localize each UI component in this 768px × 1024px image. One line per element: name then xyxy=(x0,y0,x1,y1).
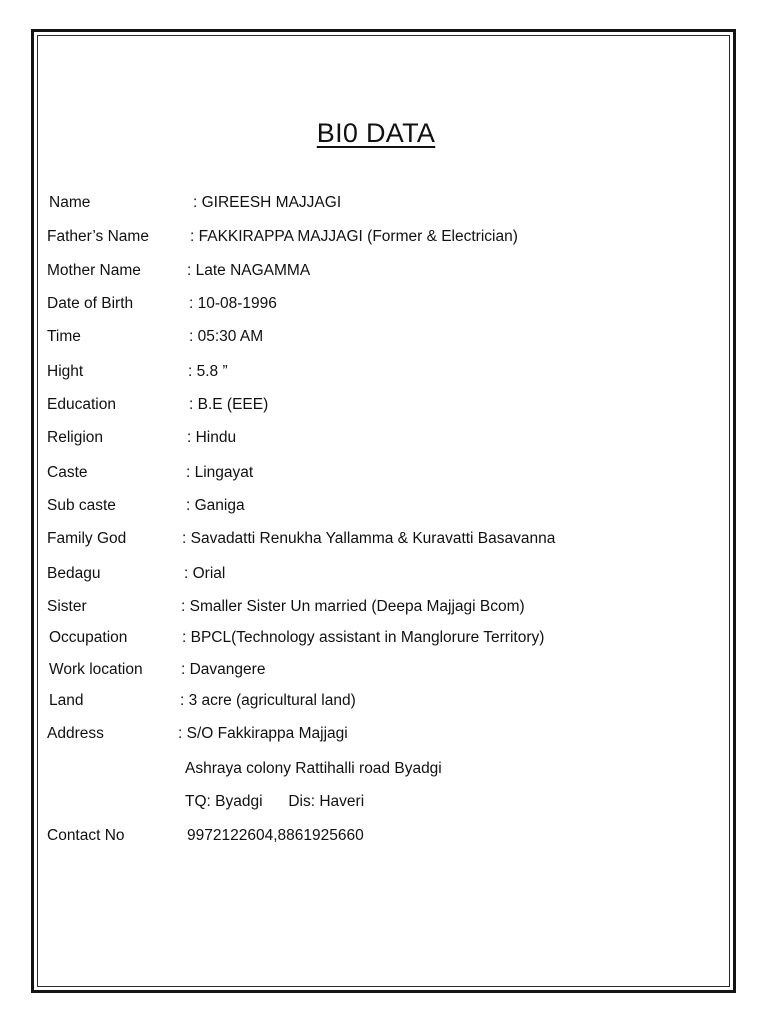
field-label: Sister xyxy=(47,598,87,615)
field-label: Name xyxy=(49,194,91,211)
field-value: : 10-08-1996 xyxy=(189,295,277,312)
field-value: : GIREESH MAJJAGI xyxy=(193,194,342,211)
field-label: Caste xyxy=(47,464,88,481)
field-label: Contact No xyxy=(47,827,125,844)
field-value: : Hindu xyxy=(187,429,237,446)
field-value: : BPCL(Technology assistant in Manglorure Territory) xyxy=(182,629,545,646)
field-label: Date of Birth xyxy=(47,295,134,312)
field-label: Time xyxy=(47,328,81,345)
field-value: TQ: Byadgi Dis: Haveri xyxy=(185,793,365,810)
field-value: : FAKKIRAPPA MAJJAGI (Former & Electrician) xyxy=(190,228,518,245)
field-value: Ashraya colony Rattihalli road Byadgi xyxy=(185,760,442,777)
field-value: : Davangere xyxy=(181,661,266,678)
inner-border xyxy=(37,35,730,987)
field-value: : Orial xyxy=(184,565,226,582)
field-value: : 5.8 ” xyxy=(188,363,228,380)
field-label: Father’s Name xyxy=(47,228,149,245)
field-value: 9972122604,8861925660 xyxy=(187,827,364,844)
field-label: Sub caste xyxy=(47,497,116,514)
field-value: : 3 acre (agricultural land) xyxy=(180,692,356,709)
page-title: BI0 DATA xyxy=(316,118,436,148)
field-label: Mother Name xyxy=(47,262,141,279)
field-label: Family God xyxy=(47,530,127,547)
field-label: Bedagu xyxy=(47,565,101,582)
field-value: : Late NAGAMMA xyxy=(187,262,311,279)
field-label: Work location xyxy=(49,661,143,678)
field-label: Education xyxy=(47,396,116,413)
field-label: Hight xyxy=(47,363,84,380)
field-value: : 05:30 AM xyxy=(189,328,264,345)
field-value: : Ganiga xyxy=(186,497,245,514)
field-label: Address xyxy=(47,725,104,742)
field-label: Religion xyxy=(47,429,104,446)
field-value: : Smaller Sister Un married (Deepa Majjagi Bcom) xyxy=(181,598,525,615)
field-value: : Savadatti Renukha Yallamma & Kuravatti Basavanna xyxy=(182,530,556,547)
field-label: Land xyxy=(49,692,84,709)
field-label: Occupation xyxy=(49,629,128,646)
field-value: : S/O Fakkirappa Majjagi xyxy=(178,725,348,742)
field-value: : B.E (EEE) xyxy=(189,396,269,413)
field-value: : Lingayat xyxy=(186,464,254,481)
